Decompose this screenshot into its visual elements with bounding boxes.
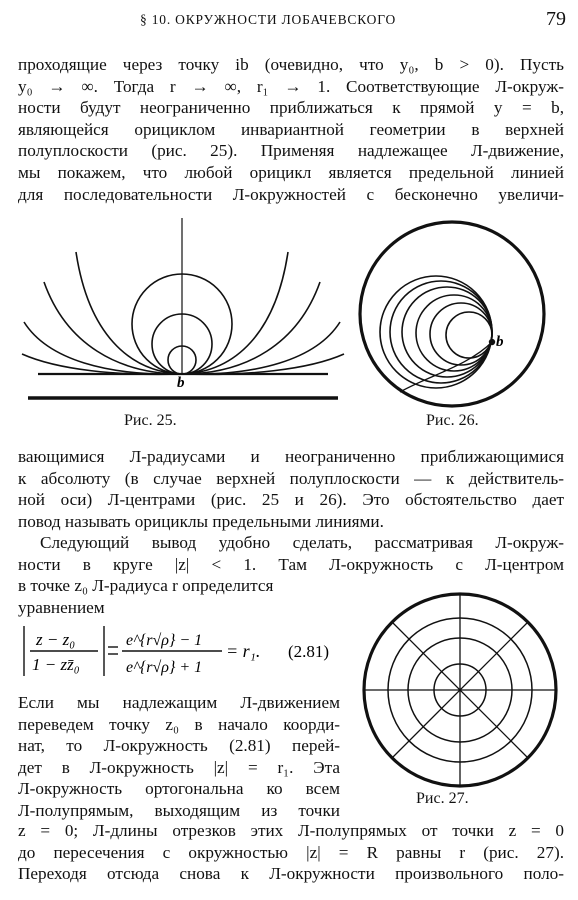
paragraph-4 — [18, 692, 340, 822]
text-line: мы покажем, что любой орицикл является предельной линией — [18, 162, 564, 182]
figure-25-caption: Рис. 25. — [124, 412, 177, 429]
text-line: к абсолюту (в случае верхней полуплоскости — к действитель- — [18, 468, 564, 488]
equation-2-81 — [18, 620, 348, 682]
paragraph-1 — [18, 54, 564, 205]
text-line: проходящие через точку ib (очевидно, что y₀, b > 0). Пусть — [18, 55, 564, 74]
text-line: нат, то Л-окружность (2.81) перей- — [18, 736, 340, 756]
arc-right-2 — [182, 282, 320, 374]
text-line: являющейся орициклом инвариантной геометрии в верхней — [18, 119, 564, 139]
rhs-denominator: e^{r√ρ} + 1 — [126, 659, 203, 676]
page-number: 79 — [546, 8, 566, 30]
arc-left-4 — [22, 354, 182, 374]
rhs-numerator: e^{r√ρ} − 1 — [126, 632, 203, 649]
figure-26-caption: Рис. 26. — [426, 412, 479, 429]
text-line: вающимися Л-радиусами и неограниченно приближающимися — [18, 447, 564, 466]
text-line: Следующий вывод удобно сделать, рассматривая Л-окруж- — [40, 533, 564, 552]
section-title: § 10. ОКРУЖНОСТИ ЛОБАЧЕВСКОГО — [140, 12, 397, 27]
limit-horocycle — [380, 276, 492, 388]
lhs-numerator: z − z₀ — [36, 630, 76, 649]
text-line: y₀ → ∞. Тогда r → ∞, r₁ → 1. Соответствующие Л-окруж- — [18, 76, 564, 96]
text-line: ности в круге |z| < 1. Там Л-окружность с Л-центром — [18, 554, 564, 574]
point-b-label: b — [177, 375, 185, 391]
figure-27-disk-circles — [352, 592, 572, 788]
text-line: повод называть орициклы предельными линиями. — [18, 511, 384, 531]
formula-tail: = r₁. — [226, 641, 261, 661]
point-b-label: b — [496, 334, 504, 350]
absolute-circle — [360, 222, 544, 406]
circle-1 — [446, 312, 492, 358]
arc-left-2 — [44, 282, 182, 374]
equation-number: (2.81) — [288, 642, 330, 661]
circle-2 — [430, 303, 492, 365]
lhs-denominator: 1 − zz̄₀ — [32, 655, 80, 674]
text-line: Л-окружность ортогональна ко всем — [18, 779, 340, 799]
figure-27-caption: Рис. 27. — [416, 790, 469, 807]
arc-right-4 — [182, 354, 344, 374]
text-line: полуплоскости (рис. 25). Применяя надлежащее Л-движение, — [18, 141, 564, 161]
paragraph-2 — [18, 446, 564, 532]
figure-25-horocycle-halfplane — [18, 212, 348, 408]
arc-left-1 — [76, 252, 182, 374]
text-line: Л-полупрямым, выходящим из точки — [18, 800, 340, 820]
text-line: до пересечения с окружностью |z| = R равны r (рис. 27). — [18, 842, 564, 862]
text-line: Если мы надлежащим Л-движением — [18, 693, 340, 712]
arc-right-1 — [182, 252, 288, 374]
paragraph-5 — [18, 820, 564, 885]
text-line: переведем точку z₀ в начало коорди- — [18, 714, 340, 734]
circle-5 — [390, 281, 492, 383]
text-line: ности будут неограниченно приближаться к прямой y = b, — [18, 98, 564, 118]
page-header — [0, 8, 578, 32]
text-line: в точке z₀ Л-радиуса r определится — [18, 576, 274, 596]
text-line: дет в Л-окружность |z| = r₁. Эта — [18, 757, 340, 777]
text-line: Переходя отсюда снова к Л-окружности произвольного поло- — [18, 864, 564, 884]
text-line: уравнением — [18, 597, 105, 617]
point-b — [489, 339, 495, 345]
text-line: для последовательности Л-окружностей с бесконечно увеличи- — [18, 184, 564, 204]
text-line: ной оси) Л-центрами (рис. 25 и 26). Это обстоятельство дает — [18, 490, 564, 510]
circle-3 — [416, 295, 492, 371]
text-line: z = 0; Л-длины отрезков этих Л-полупрямых от точки z = 0 — [18, 821, 564, 840]
figure-26-horocycle-disk — [348, 216, 572, 412]
